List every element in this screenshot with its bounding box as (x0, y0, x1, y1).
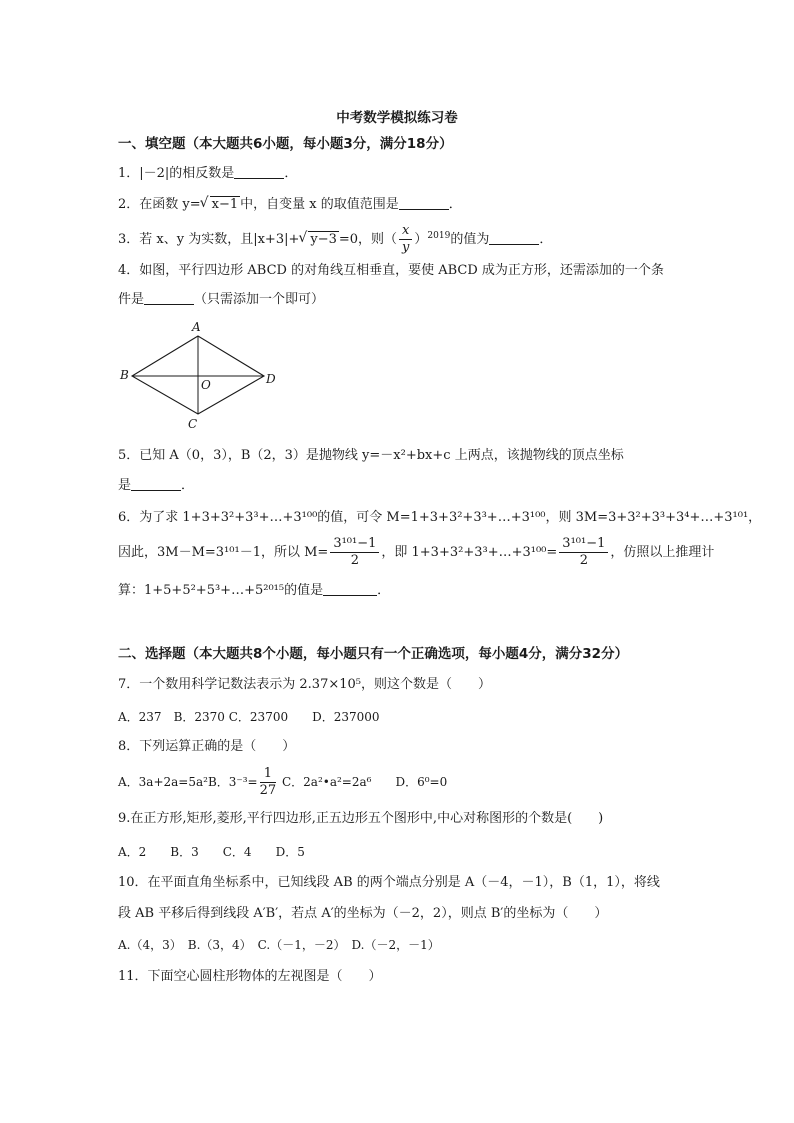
question-9-stem: 9.在正方形,矩形,菱形,平行四边形,正五边形五个图形中,中心对称图形的个数是( ) (118, 811, 604, 826)
question-10-line1: 10．在平面直角坐标系中，已知线段 AB 的两个端点分别是 A（－4，－1），B（1，1），将线 (118, 875, 660, 890)
section1-header: 一、填空题（本大题共6小题，每小题3分，满分18分） (118, 136, 453, 152)
question-6-line1: 6．为了求 1+3+3²+3³+…+3¹⁰⁰的值，可令 M=1+3+3²+3³+…+3¹⁰⁰，则 3M=3+3²+3³+3⁴+…+3¹⁰¹， (118, 510, 762, 525)
question-8-options: A．3a+2a=5a²B．3⁻³= $\frac{1}{27}$ C．2a²•a²=2a⁶ D．6⁰=0 (118, 766, 448, 798)
fraction-x-over-y: $\frac{x}{y}$ (399, 223, 412, 256)
question-8-stem: 8．下列运算正确的是（ ） (118, 739, 296, 754)
question-10-line2: 段 AB 平移后得到线段 A′B′，若点 A′的坐标为（－2，2），则点 B′的坐标为（ ） (118, 906, 608, 921)
answer-blank[interactable] (144, 291, 194, 305)
rhombus-diagram (118, 318, 288, 430)
label-b: B (120, 368, 129, 382)
label-d: D (266, 372, 276, 386)
answer-blank[interactable] (323, 582, 377, 596)
question-11-stem: 11．下面空心圆柱形物体的左视图是（ ） (118, 969, 382, 984)
question-4-line1: 4．如图，平行四边形 ABCD 的对角线互相垂直，要使 ABCD 成为正方形，还需添加的一个条 (118, 263, 664, 278)
sqrt-expression: √ y−3 (299, 222, 339, 258)
question-10-options: A.（4，3） B.（3，4） C.（－1，－2） D.（－2，－1） (118, 938, 440, 952)
page-title: 中考数学模拟练习卷 (336, 110, 458, 126)
label-c: C (188, 417, 198, 430)
answer-blank[interactable] (489, 231, 539, 245)
label-a: A (192, 320, 201, 334)
question-6-line3: 算：1+5+5²+5³+…+5²⁰¹⁵的值是 ． (118, 583, 391, 598)
question-1: 1．|－2|的相反数是 ． (118, 166, 298, 181)
answer-blank[interactable] (234, 165, 284, 179)
question-5-line2: 是 ． (118, 478, 195, 493)
fraction-2: $\frac{\text{3¹⁰¹−1}}{2}$ (559, 536, 608, 569)
fraction-1: $\frac{\text{3¹⁰¹−1}}{2}$ (330, 536, 379, 569)
answer-blank[interactable] (399, 196, 449, 210)
question-6-line2: 因此，3M－M=3¹⁰¹－1，所以 M= $\frac{\text{3¹⁰¹−1}}{2}$ ，即 1+3+3²+3³+…+3¹⁰⁰= $\frac{\text{3¹⁰¹−1}}{2}$ ，仿照以上推理计 (118, 536, 715, 568)
question-7-stem: 7．一个数用科学记数法表示为 2.37×10⁵，则这个数是（ ） (118, 677, 491, 692)
section2-header: 二、选择题（本大题共8个小题，每小题只有一个正确选项，每小题4分，满分32分） (118, 646, 629, 662)
question-9-options: A．2 B．3 C．4 D．5 (118, 845, 305, 859)
label-o: O (201, 378, 211, 392)
question-2: 2．在函数 y=√ x−1 中，自变量 x 的取值范围是 ． (118, 196, 462, 214)
answer-blank[interactable] (131, 477, 181, 491)
question-5-line1: 5．已知 A（0，3），B（2，3）是抛物线 y=－x²+bx+c 上两点，该抛物线的顶点坐标 (118, 448, 624, 463)
sqrt-expression: √ x−1 (201, 196, 241, 214)
question-3: 3．若 x、y 为实数，且|x+3|+√ y−3 =0，则（ $\frac{x}{y}$ ）$^{2019}$的值为 ． (118, 222, 552, 258)
fraction-1-over-27: $\frac{1}{27}$ (259, 766, 277, 798)
question-7-options: A．237 B．2370 C．23700 D．237000 (118, 710, 380, 724)
question-4-line2: 件是 （只需添加一个即可） (118, 292, 325, 307)
